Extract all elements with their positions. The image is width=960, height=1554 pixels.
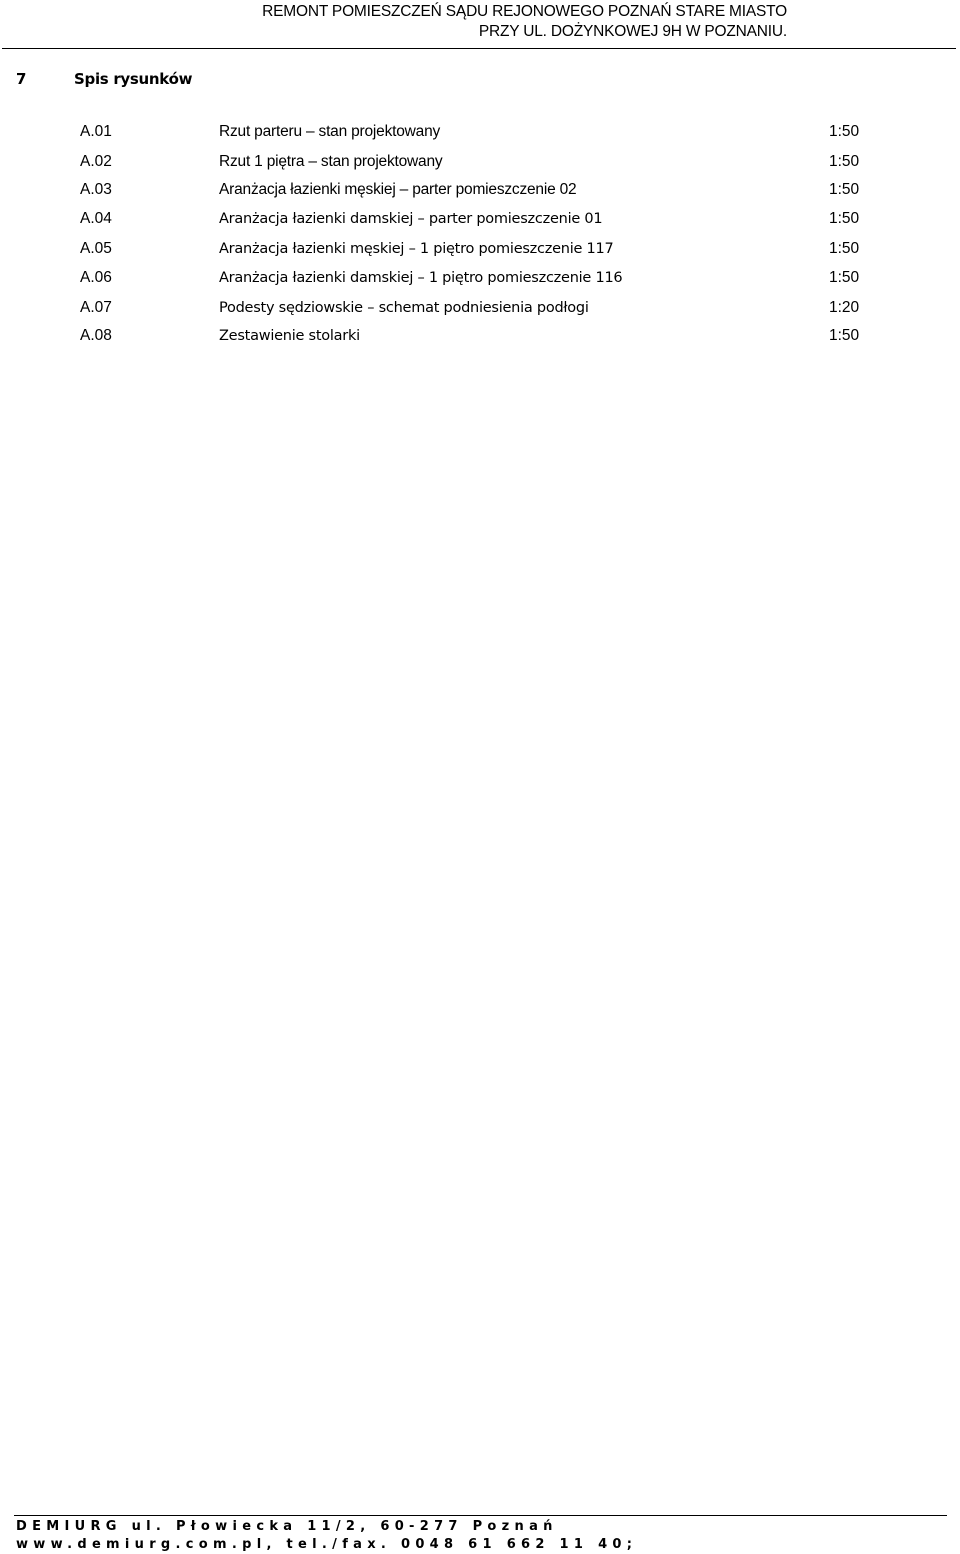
drawing-scale: 1:20	[829, 299, 860, 316]
footer-contact: www.demiurg.com.pl, tel./fax. 0048 61 662 11 40;	[16, 1537, 638, 1552]
drawing-code: A.02	[80, 153, 112, 170]
header-title-line1: REMONT POMIESZCZEŃ SĄDU REJONOWEGO POZNAŃ STARE MIASTO	[262, 3, 787, 20]
drawing-description: Aranżacja łazienki męskiej – parter pomieszczenie 02	[219, 181, 577, 198]
drawing-code: A.01	[80, 123, 112, 140]
drawing-code: A.08	[80, 327, 112, 344]
drawing-row	[0, 327, 960, 349]
drawing-code: A.03	[80, 181, 112, 198]
drawing-row	[0, 269, 960, 291]
drawing-code: A.04	[80, 210, 112, 227]
drawing-description: Aranżacja łazienki damskiej – parter pomieszczenie 01	[219, 211, 603, 227]
drawing-code: A.05	[80, 240, 112, 257]
drawing-code: A.07	[80, 299, 112, 316]
drawing-row	[0, 299, 960, 321]
header-title-line2: PRZY UL. DOŻYNKOWEJ 9H W POZNANIU.	[478, 23, 787, 40]
drawing-scale: 1:50	[829, 123, 860, 140]
drawing-description: Rzut parteru – stan projektowany	[219, 123, 441, 140]
header-divider	[2, 48, 956, 49]
drawing-description: Aranżacja łazienki damskiej – 1 piętro pomieszczenie 116	[219, 270, 623, 286]
drawing-scale: 1:50	[829, 153, 860, 170]
section-heading	[16, 70, 192, 88]
drawing-description: Podesty sędziowskie – schemat podniesienia podłogi	[219, 300, 589, 316]
drawing-row	[0, 153, 960, 175]
drawing-description: Zestawienie stolarki	[219, 328, 360, 344]
drawing-row	[0, 181, 960, 203]
drawing-scale: 1:50	[829, 269, 860, 286]
section-title: Spis rysunków	[74, 70, 193, 88]
footer-divider	[14, 1515, 947, 1516]
drawing-scale: 1:50	[829, 240, 860, 257]
drawing-row	[0, 123, 960, 145]
drawing-scale: 1:50	[829, 181, 860, 198]
drawing-code: A.06	[80, 269, 112, 286]
drawing-scale: 1:50	[829, 210, 860, 227]
drawing-description: Rzut 1 piętra – stan projektowany	[219, 153, 443, 170]
page-header	[0, 2, 960, 50]
section-number: 7	[16, 70, 27, 88]
drawing-description: Aranżacja łazienki męskiej – 1 piętro pomieszczenie 117	[219, 241, 614, 257]
drawing-scale: 1:50	[829, 327, 860, 344]
footer-company-address: DEMIURG ul. Płowiecka 11/2, 60-277 Poznań	[16, 1519, 558, 1534]
drawing-row	[0, 240, 960, 262]
drawing-row	[0, 210, 960, 232]
